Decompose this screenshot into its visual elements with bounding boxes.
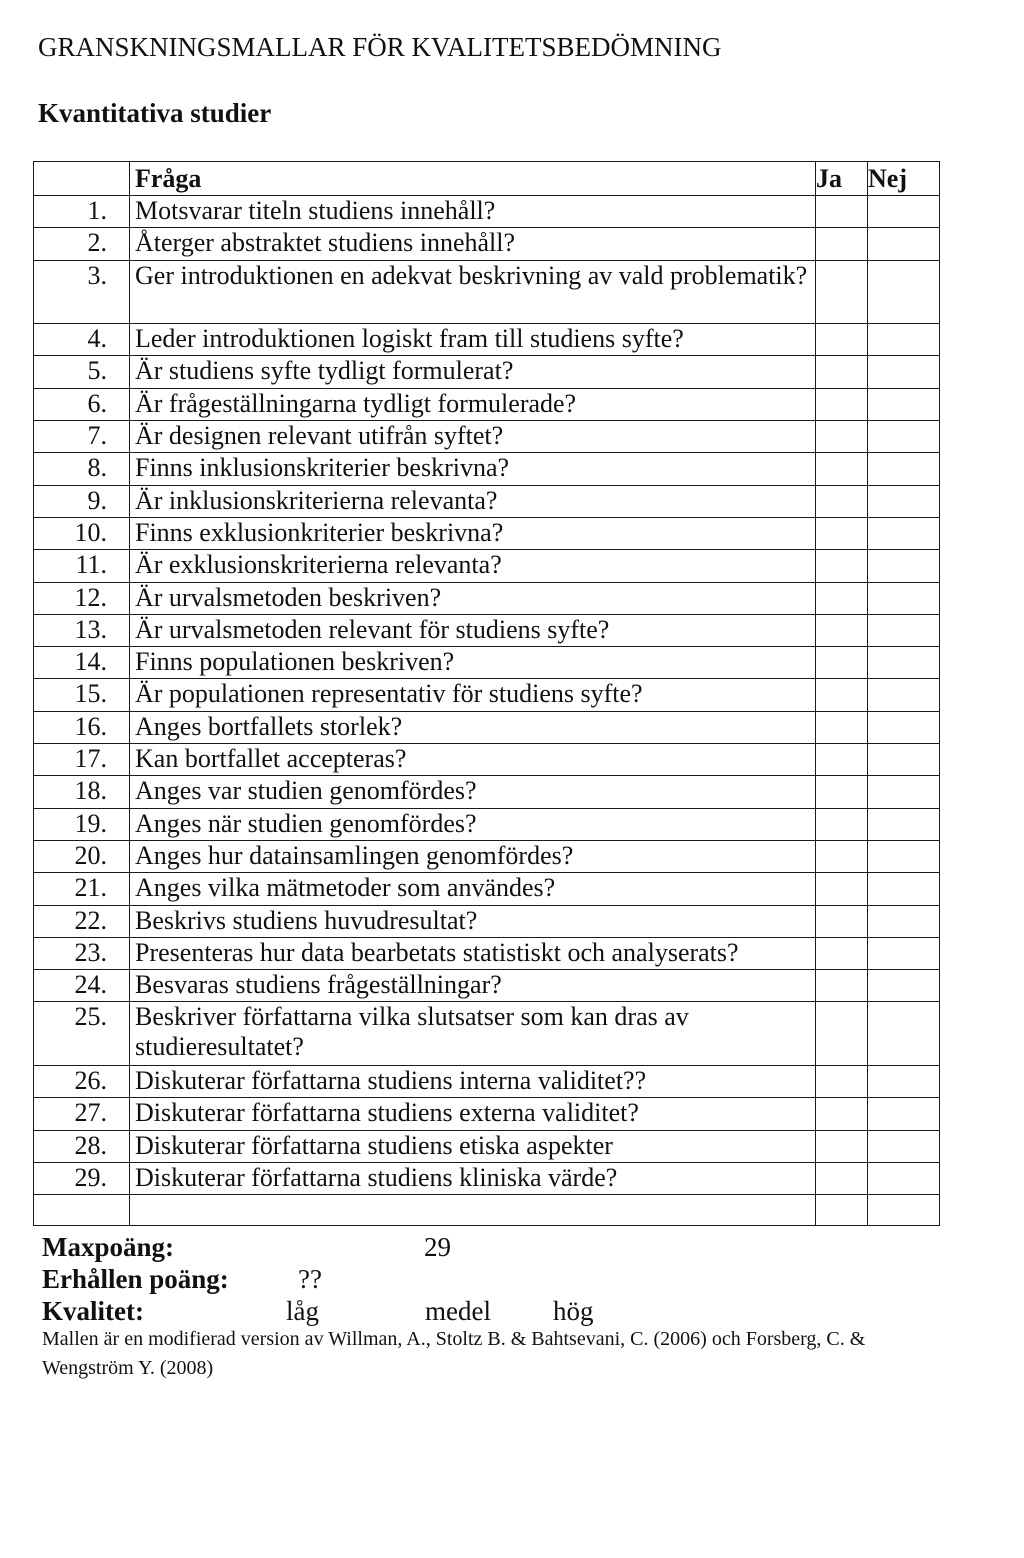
quality-option-medium: medel bbox=[425, 1296, 491, 1326]
table-row bbox=[34, 228, 940, 260]
row-number: 4. bbox=[34, 324, 130, 356]
row-no-cell[interactable] bbox=[868, 873, 940, 905]
row-yes-cell[interactable] bbox=[816, 421, 868, 453]
table-row bbox=[34, 453, 940, 485]
row-yes-cell[interactable] bbox=[816, 1002, 868, 1066]
row-no-cell[interactable] bbox=[868, 485, 940, 517]
obtained-points-value: ?? bbox=[298, 1264, 322, 1294]
row-no-cell[interactable] bbox=[868, 970, 940, 1002]
row-no-cell[interactable] bbox=[868, 196, 940, 228]
row-number: 20. bbox=[34, 840, 130, 872]
row-no-cell[interactable] bbox=[868, 905, 940, 937]
row-no-cell[interactable] bbox=[868, 776, 940, 808]
table-row bbox=[34, 550, 940, 582]
row-question: Finns inklusionskriterier beskrivna? bbox=[130, 453, 816, 485]
row-number: 29. bbox=[34, 1162, 130, 1194]
table-row bbox=[34, 388, 940, 420]
row-question: Finns exklusionkriterier beskrivna? bbox=[130, 517, 816, 549]
row-question: Är designen relevant utifrån syftet? bbox=[130, 421, 816, 453]
row-yes-cell[interactable] bbox=[816, 1066, 868, 1098]
max-points-value: 29 bbox=[424, 1232, 451, 1262]
row-number: 18. bbox=[34, 776, 130, 808]
row-question: Ger introduktionen en adekvat beskrivning av vald problematik? bbox=[130, 260, 816, 324]
table-row bbox=[34, 808, 940, 840]
table-row bbox=[34, 485, 940, 517]
header-no: Nej bbox=[868, 162, 940, 196]
table-row bbox=[34, 421, 940, 453]
section-title: Kvantitativa studier bbox=[38, 98, 272, 128]
row-number: 25. bbox=[34, 1002, 130, 1066]
row-yes-cell[interactable] bbox=[816, 324, 868, 356]
row-question: Leder introduktionen logiskt fram till studiens syfte? bbox=[130, 324, 816, 356]
blank-cell bbox=[816, 1195, 868, 1226]
row-yes-cell[interactable] bbox=[816, 517, 868, 549]
row-no-cell[interactable] bbox=[868, 228, 940, 260]
row-yes-cell[interactable] bbox=[816, 840, 868, 872]
row-yes-cell[interactable] bbox=[816, 905, 868, 937]
row-question: Är frågeställningarna tydligt formulerade? bbox=[130, 388, 816, 420]
row-question: Finns populationen beskriven? bbox=[130, 647, 816, 679]
table-row bbox=[34, 647, 940, 679]
row-number: 24. bbox=[34, 970, 130, 1002]
row-yes-cell[interactable] bbox=[816, 582, 868, 614]
table-row bbox=[34, 1130, 940, 1162]
row-yes-cell[interactable] bbox=[816, 873, 868, 905]
row-yes-cell[interactable] bbox=[816, 196, 868, 228]
row-yes-cell[interactable] bbox=[816, 614, 868, 646]
table-row bbox=[34, 324, 940, 356]
table-row bbox=[34, 937, 940, 969]
table-row bbox=[34, 970, 940, 1002]
row-number: 15. bbox=[34, 679, 130, 711]
row-question: Diskuterar författarna studiens interna validitet?? bbox=[130, 1066, 816, 1098]
row-number: 14. bbox=[34, 647, 130, 679]
row-question: Är urvalsmetoden relevant för studiens syfte? bbox=[130, 614, 816, 646]
table-row bbox=[34, 517, 940, 549]
row-question: Beskrivs studiens huvudresultat? bbox=[130, 905, 816, 937]
row-yes-cell[interactable] bbox=[816, 260, 868, 324]
row-question: Kan bortfallet accepteras? bbox=[130, 744, 816, 776]
row-number: 26. bbox=[34, 1066, 130, 1098]
table-row bbox=[34, 711, 940, 743]
row-yes-cell[interactable] bbox=[816, 1130, 868, 1162]
row-no-cell[interactable] bbox=[868, 840, 940, 872]
row-yes-cell[interactable] bbox=[816, 485, 868, 517]
row-number: 22. bbox=[34, 905, 130, 937]
row-yes-cell[interactable] bbox=[816, 711, 868, 743]
row-no-cell[interactable] bbox=[868, 808, 940, 840]
row-question: Anges bortfallets storlek? bbox=[130, 711, 816, 743]
row-no-cell[interactable] bbox=[868, 356, 940, 388]
row-number: 19. bbox=[34, 808, 130, 840]
row-question: Anges hur datainsamlingen genomfördes? bbox=[130, 840, 816, 872]
row-number: 8. bbox=[34, 453, 130, 485]
row-yes-cell[interactable] bbox=[816, 388, 868, 420]
row-yes-cell[interactable] bbox=[816, 550, 868, 582]
blank-cell bbox=[34, 1195, 130, 1226]
header-yes: Ja bbox=[816, 162, 868, 196]
row-number: 21. bbox=[34, 873, 130, 905]
table-row bbox=[34, 744, 940, 776]
table-row bbox=[34, 840, 940, 872]
row-no-cell[interactable] bbox=[868, 744, 940, 776]
row-yes-cell[interactable] bbox=[816, 647, 868, 679]
row-question: Motsvarar titeln studiens innehåll? bbox=[130, 196, 816, 228]
row-question: Är exklusionskriterierna relevanta? bbox=[130, 550, 816, 582]
row-number: 16. bbox=[34, 711, 130, 743]
table-header-row bbox=[34, 162, 940, 196]
row-no-cell[interactable] bbox=[868, 1098, 940, 1130]
table-row bbox=[34, 1098, 940, 1130]
row-yes-cell[interactable] bbox=[816, 228, 868, 260]
document-title: GRANSKNINGSMALLAR FÖR KVALITETSBEDÖMNING bbox=[38, 32, 722, 62]
row-yes-cell[interactable] bbox=[816, 1098, 868, 1130]
row-no-cell[interactable] bbox=[868, 647, 940, 679]
blank-row bbox=[34, 1195, 940, 1226]
table-row bbox=[34, 614, 940, 646]
row-no-cell[interactable] bbox=[868, 1130, 940, 1162]
table-row bbox=[34, 873, 940, 905]
row-question: Är populationen representativ för studiens syfte? bbox=[130, 679, 816, 711]
blank-cell bbox=[868, 1195, 940, 1226]
row-yes-cell[interactable] bbox=[816, 970, 868, 1002]
table-row bbox=[34, 260, 940, 324]
row-no-cell[interactable] bbox=[868, 679, 940, 711]
row-question: Presenteras hur data bearbetats statistiskt och analyserats? bbox=[130, 937, 816, 969]
quality-option-high: hög bbox=[553, 1296, 594, 1326]
row-yes-cell[interactable] bbox=[816, 453, 868, 485]
row-number: 1. bbox=[34, 196, 130, 228]
row-no-cell[interactable] bbox=[868, 517, 940, 549]
table-row bbox=[34, 356, 940, 388]
row-no-cell[interactable] bbox=[868, 937, 940, 969]
row-yes-cell[interactable] bbox=[816, 808, 868, 840]
row-yes-cell[interactable] bbox=[816, 776, 868, 808]
row-no-cell[interactable] bbox=[868, 1162, 940, 1194]
row-number: 3. bbox=[34, 260, 130, 324]
table-row bbox=[34, 1002, 940, 1066]
row-number: 12. bbox=[34, 582, 130, 614]
row-no-cell[interactable] bbox=[868, 324, 940, 356]
table-row bbox=[34, 776, 940, 808]
row-number: 27. bbox=[34, 1098, 130, 1130]
row-no-cell[interactable] bbox=[868, 260, 940, 324]
row-question: Anges när studien genomfördes? bbox=[130, 808, 816, 840]
row-question: Diskuterar författarna studiens externa validitet? bbox=[130, 1098, 816, 1130]
table-row bbox=[34, 582, 940, 614]
table-row bbox=[34, 196, 940, 228]
row-no-cell[interactable] bbox=[868, 582, 940, 614]
table-row bbox=[34, 1162, 940, 1194]
row-question: Återger abstraktet studiens innehåll? bbox=[130, 228, 816, 260]
row-question: Diskuterar författarna studiens etiska aspekter bbox=[130, 1130, 816, 1162]
row-no-cell[interactable] bbox=[868, 1002, 940, 1066]
table-row bbox=[34, 905, 940, 937]
row-yes-cell[interactable] bbox=[816, 679, 868, 711]
row-no-cell[interactable] bbox=[868, 1066, 940, 1098]
row-yes-cell[interactable] bbox=[816, 744, 868, 776]
row-number: 13. bbox=[34, 614, 130, 646]
row-yes-cell[interactable] bbox=[816, 937, 868, 969]
obtained-points-label: Erhållen poäng: bbox=[42, 1264, 229, 1294]
row-no-cell[interactable] bbox=[868, 388, 940, 420]
row-question: Besvaras studiens frågeställningar? bbox=[130, 970, 816, 1002]
row-no-cell[interactable] bbox=[868, 453, 940, 485]
header-question: Fråga bbox=[130, 162, 816, 196]
row-no-cell[interactable] bbox=[868, 421, 940, 453]
row-number: 17. bbox=[34, 744, 130, 776]
row-number: 5. bbox=[34, 356, 130, 388]
row-yes-cell[interactable] bbox=[816, 356, 868, 388]
row-question: Beskriver författarna vilka slutsatser som kan dras av studieresultatet? bbox=[130, 1002, 816, 1066]
table-row bbox=[34, 679, 940, 711]
quality-checklist-table bbox=[33, 161, 940, 1226]
row-question: Är urvalsmetoden beskriven? bbox=[130, 582, 816, 614]
row-question: Är inklusionskriterierna relevanta? bbox=[130, 485, 816, 517]
quality-option-low: låg bbox=[286, 1296, 319, 1326]
table-row bbox=[34, 1066, 940, 1098]
row-number: 7. bbox=[34, 421, 130, 453]
row-number: 2. bbox=[34, 228, 130, 260]
row-number: 23. bbox=[34, 937, 130, 969]
row-question: Anges vilka mätmetoder som användes? bbox=[130, 873, 816, 905]
row-number: 11. bbox=[34, 550, 130, 582]
row-no-cell[interactable] bbox=[868, 614, 940, 646]
blank-cell bbox=[130, 1195, 816, 1226]
row-no-cell[interactable] bbox=[868, 711, 940, 743]
max-points-label: Maxpoäng: bbox=[42, 1232, 175, 1262]
row-question: Diskuterar författarna studiens kliniska värde? bbox=[130, 1162, 816, 1194]
row-number: 10. bbox=[34, 517, 130, 549]
row-number: 28. bbox=[34, 1130, 130, 1162]
row-no-cell[interactable] bbox=[868, 550, 940, 582]
quality-label: Kvalitet: bbox=[42, 1296, 144, 1326]
row-question: Är studiens syfte tydligt formulerat? bbox=[130, 356, 816, 388]
row-yes-cell[interactable] bbox=[816, 1162, 868, 1194]
row-number: 6. bbox=[34, 388, 130, 420]
header-number bbox=[34, 162, 130, 196]
row-question: Anges var studien genomfördes? bbox=[130, 776, 816, 808]
footnote-citation: Mallen är en modifierad version av Willman, A., Stoltz B. & Bahtsevani, C. (2006) och Forsberg, C. & Wengström Y. (2008) bbox=[42, 1328, 866, 1379]
row-number: 9. bbox=[34, 485, 130, 517]
